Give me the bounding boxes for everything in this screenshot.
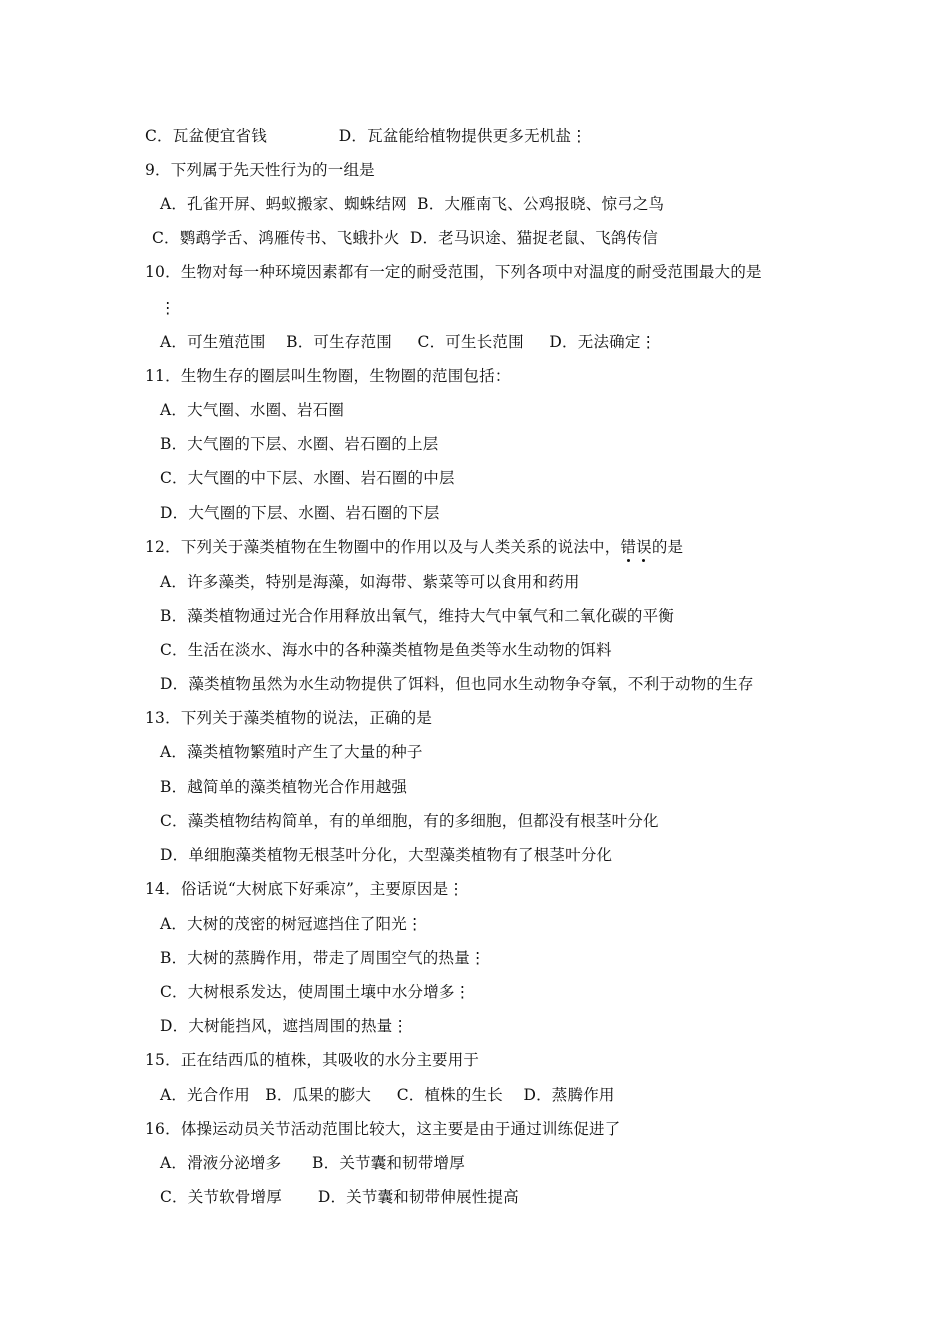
option-12a: A．许多藻类，特别是海藻，如海带、紫菜等可以食用和药用	[160, 573, 580, 591]
question-13: 13．下列关于藻类植物的说法，正确的是	[145, 709, 433, 727]
option-line-10: A．可生殖范围 B．可生存范围 C．可生长范围 D．无法确定⋮	[160, 333, 657, 351]
question-16: 16．体操运动员关节活动范围比较大，这主要是由于通过训练促进了	[145, 1120, 621, 1138]
option-line-16cd: C．关节软骨增厚 D．关节囊和韧带伸展性提高	[160, 1188, 519, 1206]
option-12d: D．藻类植物虽然为水生动物提供了饵料，但也同水生动物争夺氧，不利于动物的生存	[160, 675, 754, 693]
option-12b: B．藻类植物通过光合作用释放出氧气，维持大气中氧气和二氧化碳的平衡	[160, 607, 674, 625]
option-13c: C．藻类植物结构简单，有的单细胞，有的多细胞，但都没有根茎叶分化	[160, 812, 659, 830]
option-14a: A．大树的茂密的树冠遮挡住了阳光⋮	[160, 915, 423, 933]
option-11c: C．大气圈的中下层、水圈、岩石圈的中层	[160, 469, 455, 487]
option-12c: C．生活在淡水、海水中的各种藻类植物是鱼类等水生动物的饵料	[160, 641, 612, 659]
question-12-tail: 的是	[651, 538, 684, 556]
option-line-16ab: A．滑液分泌增多 B．关节囊和韧带增厚	[160, 1154, 465, 1172]
question-10: 10．生物对每一种环境因素都有一定的耐受范围，下列各项中对温度的耐受范围最大的是	[145, 263, 762, 281]
emphasis-char-1: 错	[620, 538, 637, 556]
option-13d: D．单细胞藻类植物无根茎叶分化，大型藻类植物有了根茎叶分化	[160, 846, 613, 864]
emphasis-char-2: 误	[636, 538, 652, 556]
question-10-continuation: ⋮	[160, 299, 176, 317]
option-13b: B．越简单的藻类植物光合作用越强	[160, 778, 408, 796]
option-line-9ab: A．孔雀开屏、蚂蚁搬家、蜘蛛结网 B．大雁南飞、公鸡报晓、惊弓之鸟	[160, 195, 665, 213]
question-12	[145, 537, 683, 557]
question-15: 15．正在结西瓜的植株，其吸收的水分主要用于	[145, 1051, 480, 1069]
option-line-15: A．光合作用 B．瓜果的膨大 C．植株的生长 D．蒸腾作用	[160, 1086, 615, 1104]
option-11b: B．大气圈的下层、水圈、岩石圈的上层	[160, 435, 439, 453]
question-12-text: 12．下列关于藻类植物在生物圈中的作用以及与人类关系的说法中，	[145, 538, 621, 556]
question-9: 9．下列属于先天性行为的一组是	[145, 161, 375, 179]
question-11: 11．生物生存的圈层叫生物圈，生物圈的范围包括：	[145, 367, 511, 385]
option-14b: B．大树的蒸腾作用，带走了周围空气的热量⋮	[160, 949, 486, 967]
option-11a: A．大气圈、水圈、岩石圈	[160, 401, 345, 419]
question-14: 14．俗话说“大树底下好乘凉”，主要原因是⋮	[145, 880, 464, 898]
option-13a: A．藻类植物繁殖时产生了大量的种子	[160, 743, 423, 761]
option-line-9cd: C．鹦鹉学舌、鸿雁传书、飞蛾扑火 D．老马识途、猫捉老鼠、飞鸽传信	[152, 229, 658, 247]
option-14d: D．大树能挡风，遮挡周围的热量⋮	[160, 1017, 409, 1035]
option-11d: D．大气圈的下层、水圈、岩石圈的下层	[160, 504, 440, 522]
option-line-8cd: C．瓦盆便宜省钱 D．瓦盆能给植物提供更多无机盐⋮	[145, 127, 587, 145]
option-14c: C．大树根系发达，使周围土壤中水分增多⋮	[160, 983, 471, 1001]
